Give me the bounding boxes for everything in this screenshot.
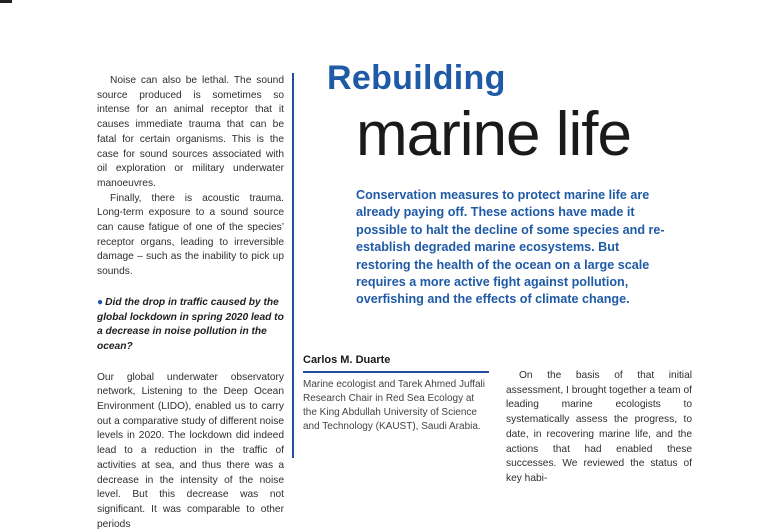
author-bio: Marine ecologist and Tarek Ahmed Juffali Research Chair in Red Sea Ecology at the King Abdullah University of Science and Technology (KAUST), Saudi Arabia. [303, 379, 485, 432]
standfirst: Conservation measures to protect marine life are already paying off. These actions have made it possible to halt the decline of some species and re-establish degraded marine ecosystems. But restoring the health of the ocean on a large scale requires a more active fight against pollution, overfishing and the effects of climate change. [356, 188, 665, 307]
left-paragraph-2: Finally, there is acoustic trauma. Long-term exposure to a sound source can cause fatigue of one of the species’ receptor organs, leading to irreversible damage – such as the inability to pick up sounds. [97, 192, 284, 278]
article-title: marine life [356, 100, 631, 169]
left-column [97, 74, 284, 532]
left-paragraph-1: Noise can also be lethal. The sound source produced is sometimes so intense for an animal receptor that it causes immediate trauma that can be fatal for certain organisms. This is the case for sound sources associated with oil exploration or military underwater manoeuvres. [97, 75, 284, 189]
author-name: Carlos M. Duarte [303, 354, 391, 366]
article-kicker: Rebuilding [327, 59, 506, 97]
question-heading [97, 296, 284, 355]
question-text: Did the drop in traffic caused by the global lockdown in spring 2020 lead to a decrease in noise pollution in the ocean? [97, 296, 284, 352]
left-paragraph-3: Our global underwater observatory network, Listening to the Deep Ocean Environment (LIDO), enabled us to carry out a comparative study of different noise levels in 2020. The lockdown did indeed lead to a reduction in the traffic of activities at sea, and thus there was a decrease in the intensity of the noise level. But this decrease was not significant. It was comparable to other periods [97, 371, 284, 530]
page-corner-mark [0, 0, 12, 3]
column-divider [292, 73, 294, 458]
right-paragraph-1: On the basis of that initial assessment, I brought together a team of leading marine ecologists to systematically assess the progress, to date, in recovering marine life, and the actions that had enabled these successes. We reviewed the status of key habi- [506, 370, 692, 484]
right-column [506, 369, 692, 487]
author-divider [303, 371, 489, 373]
bullet-icon: ● [97, 296, 104, 308]
